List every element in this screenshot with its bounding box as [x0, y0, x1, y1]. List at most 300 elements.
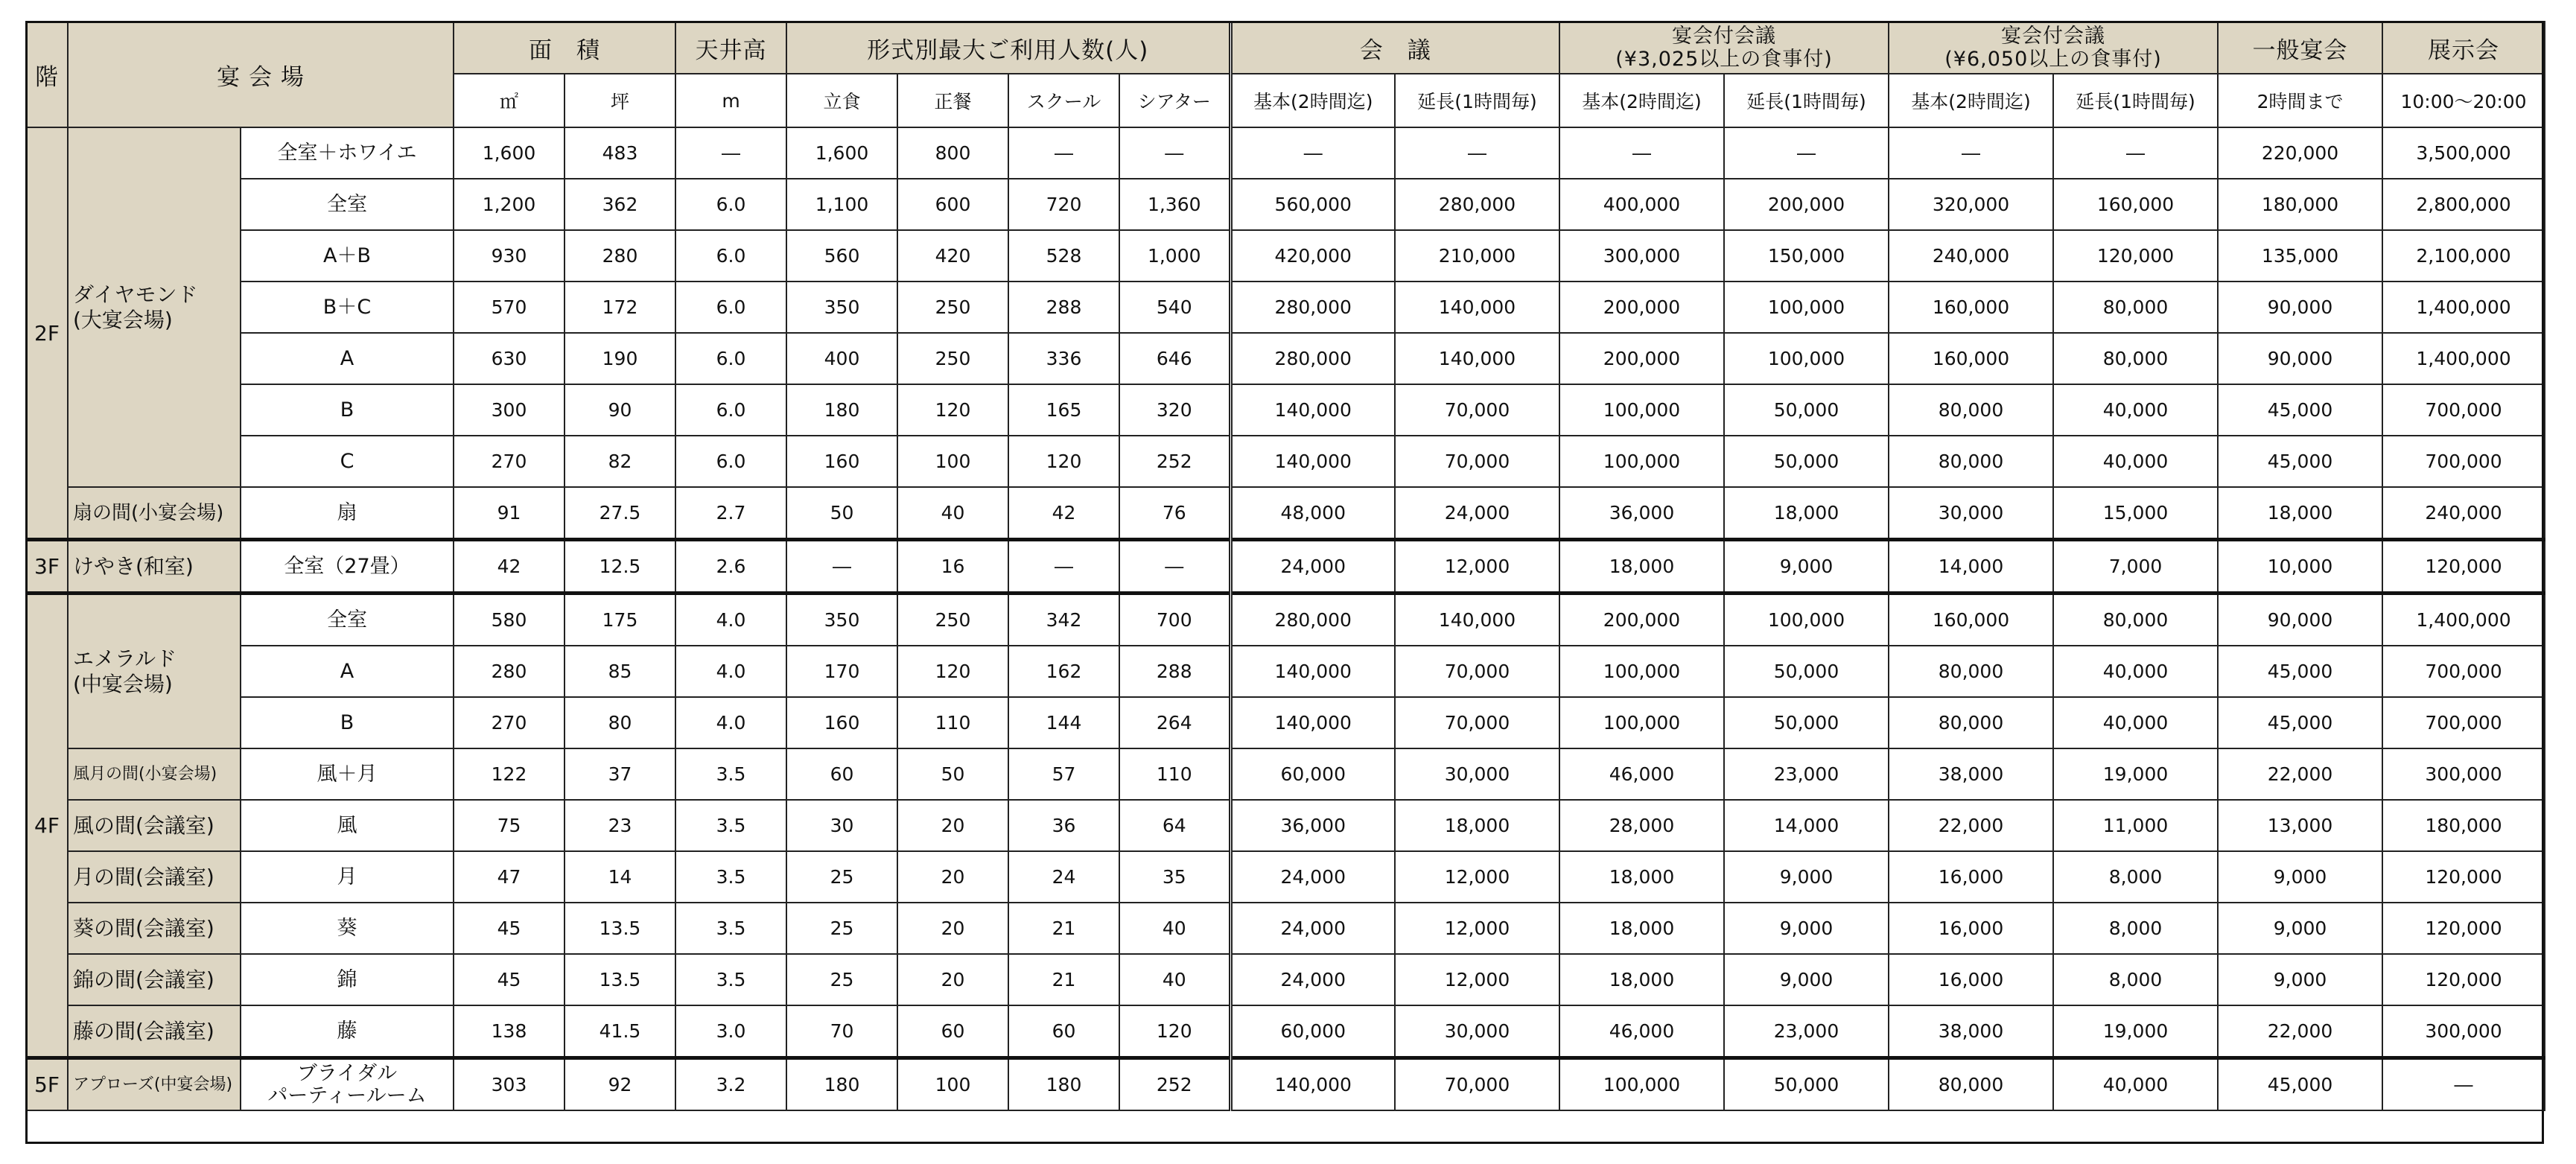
seated-cell: 250	[897, 282, 1008, 333]
banquet-b-base-cell: 320,000	[1889, 179, 2053, 230]
area-tsubo-cell: 175	[565, 594, 675, 646]
banquet-a-base-cell: 300,000	[1559, 230, 1724, 282]
school-cell: 42	[1008, 487, 1119, 540]
exhibition-cell: 700,000	[2382, 697, 2545, 748]
school-cell: 120	[1008, 436, 1119, 487]
table-row	[26, 748, 2545, 800]
banquet-a-ext-cell: ―	[1724, 127, 1889, 179]
table-row	[26, 646, 2545, 697]
banquet-a-ext-cell: 100,000	[1724, 282, 1889, 333]
exhibition-cell: ―	[2382, 1058, 2545, 1111]
banquet-b-base-cell: 80,000	[1889, 697, 2053, 748]
exhibition-cell: 2,100,000	[2382, 230, 2545, 282]
area-sqm-cell: 570	[454, 282, 565, 333]
school-cell: 36	[1008, 800, 1119, 851]
ceiling-cell: 2.7	[675, 487, 786, 540]
theater-cell: 264	[1119, 697, 1230, 748]
area-tsubo-cell: 80	[565, 697, 675, 748]
table-row	[26, 594, 2545, 646]
banquet-b-ext-cell: 80,000	[2053, 282, 2218, 333]
area-tsubo-cell: 85	[565, 646, 675, 697]
theater-cell: 646	[1119, 333, 1230, 384]
theater-cell: 1,360	[1119, 179, 1230, 230]
area-tsubo-cell: 12.5	[565, 540, 675, 594]
meeting-ext-header: 延長(1時間毎)	[1395, 74, 1559, 127]
seated-cell: 100	[897, 436, 1008, 487]
area-header: 面 積	[454, 22, 675, 74]
banquet-b-base-cell: 30,000	[1889, 487, 2053, 540]
banquet-a-ext-cell: 50,000	[1724, 697, 1889, 748]
table-row	[26, 282, 2545, 333]
banquet-b-base-cell: 80,000	[1889, 1058, 2053, 1111]
exhibition-cell: 300,000	[2382, 1005, 2545, 1058]
banquet-a-base-cell: 18,000	[1559, 903, 1724, 954]
ceiling-cell: 4.0	[675, 594, 786, 646]
standing-cell: 560	[786, 230, 897, 282]
room-cell: 扇	[241, 487, 454, 540]
theater-cell: 540	[1119, 282, 1230, 333]
seated-cell: 100	[897, 1058, 1008, 1111]
general-banquet-cell: 135,000	[2218, 230, 2382, 282]
banquet-b-ext-cell: 80,000	[2053, 594, 2218, 646]
banquet-b-ext-cell: 40,000	[2053, 697, 2218, 748]
meeting-ext-cell: 140,000	[1395, 594, 1559, 646]
banquet-meeting-a-header: 宴会付会議 (¥3,025以上の食事付)	[1559, 22, 1889, 74]
area-tsubo-cell: 23	[565, 800, 675, 851]
banquet-a-base-cell: 200,000	[1559, 594, 1724, 646]
general-banquet-cell: 22,000	[2218, 748, 2382, 800]
table-body	[26, 127, 2545, 1110]
meeting-base-cell: 140,000	[1230, 436, 1395, 487]
exhibition-cell: 120,000	[2382, 903, 2545, 954]
room-cell: 風	[241, 800, 454, 851]
exhibition-cell: 120,000	[2382, 851, 2545, 903]
meeting-base-cell: 60,000	[1230, 748, 1395, 800]
meeting-base-cell: 280,000	[1230, 333, 1395, 384]
banquet-b-base-header: 基本(2時間迄)	[1889, 74, 2053, 127]
ceiling-cell: 3.5	[675, 954, 786, 1005]
banquet-a-ext-cell: 9,000	[1724, 540, 1889, 594]
meeting-ext-cell: 18,000	[1395, 800, 1559, 851]
general-banquet-cell: 45,000	[2218, 1058, 2382, 1111]
seated-cell: 16	[897, 540, 1008, 594]
area-sqm-cell: 45	[454, 954, 565, 1005]
banquet-b-base-cell: 38,000	[1889, 748, 2053, 800]
standing-cell: 180	[786, 1058, 897, 1111]
banquet-a-ext-cell: 23,000	[1724, 748, 1889, 800]
seated-cell: 120	[897, 384, 1008, 436]
banquet-a-ext-cell: 14,000	[1724, 800, 1889, 851]
seated-cell: 600	[897, 179, 1008, 230]
school-cell: 162	[1008, 646, 1119, 697]
ceiling-cell: 2.6	[675, 540, 786, 594]
header-row	[26, 22, 2545, 74]
area-tsubo-cell: 13.5	[565, 954, 675, 1005]
table-row	[26, 800, 2545, 851]
meeting-ext-cell: 12,000	[1395, 540, 1559, 594]
meeting-base-cell: 48,000	[1230, 487, 1395, 540]
area-tsubo-cell: 27.5	[565, 487, 675, 540]
banquet-a-ext-cell: 50,000	[1724, 1058, 1889, 1111]
banquet-b-base-cell: 240,000	[1889, 230, 2053, 282]
room-cell: 藤	[241, 1005, 454, 1058]
room-cell: 全室（27畳）	[241, 540, 454, 594]
exhibition-cell: 700,000	[2382, 436, 2545, 487]
room-cell: A	[241, 333, 454, 384]
theater-cell: 76	[1119, 487, 1230, 540]
seated-cell: 110	[897, 697, 1008, 748]
area-sqm-cell: 280	[454, 646, 565, 697]
school-cell: 720	[1008, 179, 1119, 230]
seated-cell: 20	[897, 800, 1008, 851]
banquet-a-base-cell: 200,000	[1559, 333, 1724, 384]
school-cell: 21	[1008, 903, 1119, 954]
standing-cell: 160	[786, 436, 897, 487]
ceiling-cell: 3.5	[675, 800, 786, 851]
banquet-a-base-cell: 100,000	[1559, 1058, 1724, 1111]
banquet-b-ext-cell: 15,000	[2053, 487, 2218, 540]
area-sqm-cell: 45	[454, 903, 565, 954]
banquet-a-base-cell: 18,000	[1559, 851, 1724, 903]
meeting-base-header: 基本(2時間迄)	[1230, 74, 1395, 127]
banquet-a-base-cell: 18,000	[1559, 954, 1724, 1005]
room-cell: B	[241, 384, 454, 436]
theater-cell: 110	[1119, 748, 1230, 800]
general-banquet-cell: 9,000	[2218, 851, 2382, 903]
venue-fugetsu: 風月の間(小宴会場)	[68, 748, 241, 800]
area-tsubo-cell: 82	[565, 436, 675, 487]
exhibition-cell: 300,000	[2382, 748, 2545, 800]
meeting-ext-cell: 280,000	[1395, 179, 1559, 230]
banquet-a-ext-cell: 9,000	[1724, 954, 1889, 1005]
room-cell: A	[241, 646, 454, 697]
meeting-base-cell: 36,000	[1230, 800, 1395, 851]
seated-cell: 250	[897, 594, 1008, 646]
sqm-header: ㎡	[454, 74, 565, 127]
pricing-sheet	[25, 21, 2545, 1111]
banquet-a-ext-cell: 50,000	[1724, 646, 1889, 697]
exhibition-cell: 1,400,000	[2382, 333, 2545, 384]
meeting-base-cell: 280,000	[1230, 594, 1395, 646]
area-sqm-cell: 580	[454, 594, 565, 646]
seated-header: 正餐	[897, 74, 1008, 127]
banquet-b-ext-cell: 40,000	[2053, 384, 2218, 436]
venue-keyaki: けやき(和室)	[68, 540, 241, 594]
school-cell: 180	[1008, 1058, 1119, 1111]
area-tsubo-cell: 190	[565, 333, 675, 384]
venue-nishiki: 錦の間(会議室)	[68, 954, 241, 1005]
meeting-base-cell: 140,000	[1230, 697, 1395, 748]
theater-cell: 40	[1119, 903, 1230, 954]
ceiling-cell: 3.0	[675, 1005, 786, 1058]
room-cell: 全室	[241, 594, 454, 646]
banquet-a-ext-cell: 9,000	[1724, 903, 1889, 954]
seated-cell: 20	[897, 903, 1008, 954]
meeting-base-cell: ―	[1230, 127, 1395, 179]
table-row	[26, 1058, 2545, 1111]
banquet-b-ext-cell: 8,000	[2053, 903, 2218, 954]
seated-cell: 40	[897, 487, 1008, 540]
school-header: スクール	[1008, 74, 1119, 127]
school-cell: 24	[1008, 851, 1119, 903]
general-banquet-cell: 90,000	[2218, 282, 2382, 333]
general-banquet-header: 一般宴会	[2218, 22, 2382, 74]
banquet-b-ext-cell: 19,000	[2053, 748, 2218, 800]
meeting-base-cell: 24,000	[1230, 954, 1395, 1005]
theater-cell: 35	[1119, 851, 1230, 903]
venue-emerald: エメラルド (中宴会場)	[68, 594, 241, 749]
floor-2f: 2F	[26, 127, 68, 540]
banquet-a-ext-cell: 23,000	[1724, 1005, 1889, 1058]
banquet-b-ext-cell: 8,000	[2053, 954, 2218, 1005]
standing-cell: 350	[786, 594, 897, 646]
banquet-a-base-cell: 400,000	[1559, 179, 1724, 230]
banquet-b-base-cell: 80,000	[1889, 646, 2053, 697]
area-tsubo-cell: 14	[565, 851, 675, 903]
banquet-b-ext-header: 延長(1時間毎)	[2053, 74, 2218, 127]
banquet-a-base-cell: 200,000	[1559, 282, 1724, 333]
banquet-a-base-cell: 100,000	[1559, 697, 1724, 748]
banquet-a-ext-header: 延長(1時間毎)	[1724, 74, 1889, 127]
banquet-a-ext-cell: 9,000	[1724, 851, 1889, 903]
table-row	[26, 1005, 2545, 1058]
meeting-ext-cell: 140,000	[1395, 333, 1559, 384]
floor-3f: 3F	[26, 540, 68, 594]
banquet-a-base-cell: 18,000	[1559, 540, 1724, 594]
general-banquet-cell: 45,000	[2218, 384, 2382, 436]
ceiling-cell: 4.0	[675, 697, 786, 748]
banquet-a-base-cell: 36,000	[1559, 487, 1724, 540]
banquet-b-ext-cell: 7,000	[2053, 540, 2218, 594]
room-cell: B	[241, 697, 454, 748]
area-sqm-cell: 91	[454, 487, 565, 540]
banquet-b-base-cell: 160,000	[1889, 282, 2053, 333]
banquet-b-base-cell: 38,000	[1889, 1005, 2053, 1058]
banquet-b-ext-cell: 40,000	[2053, 436, 2218, 487]
area-sqm-cell: 270	[454, 436, 565, 487]
banquet-a-ext-cell: 200,000	[1724, 179, 1889, 230]
banquet-b-base-cell: 160,000	[1889, 333, 2053, 384]
room-cell: 錦	[241, 954, 454, 1005]
general-banquet-cell: 9,000	[2218, 954, 2382, 1005]
room-cell: A＋B	[241, 230, 454, 282]
banquet-b-base-cell: 80,000	[1889, 436, 2053, 487]
meeting-ext-cell: 12,000	[1395, 954, 1559, 1005]
venue-fuji: 藤の間(会議室)	[68, 1005, 241, 1058]
standing-header: 立食	[786, 74, 897, 127]
banquet-a-ext-cell: 50,000	[1724, 436, 1889, 487]
seated-cell: 250	[897, 333, 1008, 384]
theater-cell: ―	[1119, 127, 1230, 179]
standing-cell: 25	[786, 851, 897, 903]
banquet-a-base-cell: 100,000	[1559, 436, 1724, 487]
standing-cell: 25	[786, 903, 897, 954]
ceiling-header: 天井高	[675, 22, 786, 74]
banquet-a-base-cell: 28,000	[1559, 800, 1724, 851]
banquet-b-ext-cell: 120,000	[2053, 230, 2218, 282]
area-tsubo-cell: 92	[565, 1058, 675, 1111]
area-tsubo-cell: 483	[565, 127, 675, 179]
meeting-base-cell: 24,000	[1230, 903, 1395, 954]
standing-cell: 50	[786, 487, 897, 540]
area-sqm-cell: 630	[454, 333, 565, 384]
area-sqm-cell: 75	[454, 800, 565, 851]
banquet-b-base-cell: 160,000	[1889, 594, 2053, 646]
ceiling-cell: 6.0	[675, 384, 786, 436]
exhibition-cell: 700,000	[2382, 384, 2545, 436]
exhibition-cell: 3,500,000	[2382, 127, 2545, 179]
table-row	[26, 179, 2545, 230]
area-tsubo-cell: 37	[565, 748, 675, 800]
standing-cell: 180	[786, 384, 897, 436]
area-sqm-cell: 122	[454, 748, 565, 800]
room-cell: C	[241, 436, 454, 487]
banquet-a-base-header: 基本(2時間迄)	[1559, 74, 1724, 127]
general-banquet-cell: 45,000	[2218, 697, 2382, 748]
standing-cell: ―	[786, 540, 897, 594]
theater-header: シアター	[1119, 74, 1230, 127]
exhibition-cell: 120,000	[2382, 540, 2545, 594]
meeting-base-cell: 140,000	[1230, 1058, 1395, 1111]
general-time-header: 2時間まで	[2218, 74, 2382, 127]
ceiling-cell: 3.5	[675, 748, 786, 800]
room-cell: B＋C	[241, 282, 454, 333]
venue-ougi: 扇の間(小宴会場)	[68, 487, 241, 540]
theater-cell: 252	[1119, 436, 1230, 487]
meeting-ext-cell: 70,000	[1395, 384, 1559, 436]
capacity-header: 形式別最大ご利用人数(人)	[786, 22, 1230, 74]
table-row	[26, 903, 2545, 954]
meeting-ext-cell: 30,000	[1395, 748, 1559, 800]
general-banquet-cell: 13,000	[2218, 800, 2382, 851]
area-sqm-cell: 47	[454, 851, 565, 903]
general-banquet-cell: 22,000	[2218, 1005, 2382, 1058]
meeting-ext-cell: ―	[1395, 127, 1559, 179]
banquet-b-base-cell: ―	[1889, 127, 2053, 179]
theater-cell: 288	[1119, 646, 1230, 697]
theater-cell: 1,000	[1119, 230, 1230, 282]
seated-cell: 420	[897, 230, 1008, 282]
room-cell: 全室＋ホワイエ	[241, 127, 454, 179]
table-row	[26, 540, 2545, 594]
theater-cell: 252	[1119, 1058, 1230, 1111]
meeting-base-cell: 140,000	[1230, 646, 1395, 697]
area-sqm-cell: 930	[454, 230, 565, 282]
banquet-b-ext-cell: ―	[2053, 127, 2218, 179]
theater-cell: ―	[1119, 540, 1230, 594]
general-banquet-cell: 10,000	[2218, 540, 2382, 594]
theater-cell: 40	[1119, 954, 1230, 1005]
ceiling-cell: 3.2	[675, 1058, 786, 1111]
meeting-base-cell: 560,000	[1230, 179, 1395, 230]
meeting-base-cell: 24,000	[1230, 851, 1395, 903]
venue-tsuki: 月の間(会議室)	[68, 851, 241, 903]
standing-cell: 30	[786, 800, 897, 851]
general-banquet-cell: 45,000	[2218, 646, 2382, 697]
school-cell: 144	[1008, 697, 1119, 748]
exhibition-cell: 120,000	[2382, 954, 2545, 1005]
floor-header: 階	[26, 22, 68, 127]
meeting-base-cell: 60,000	[1230, 1005, 1395, 1058]
banquet-b-ext-cell: 19,000	[2053, 1005, 2218, 1058]
banquet-b-ext-cell: 11,000	[2053, 800, 2218, 851]
area-tsubo-cell: 362	[565, 179, 675, 230]
venue-diamond: ダイヤモンド (大宴会場)	[68, 127, 241, 487]
meeting-base-cell: 420,000	[1230, 230, 1395, 282]
venue-approach: アプローズ(中宴会場)	[68, 1058, 241, 1111]
meeting-ext-cell: 12,000	[1395, 851, 1559, 903]
ceiling-cell: 6.0	[675, 333, 786, 384]
area-tsubo-cell: 41.5	[565, 1005, 675, 1058]
venue-kaze: 風の間(会議室)	[68, 800, 241, 851]
banquet-b-base-cell: 16,000	[1889, 954, 2053, 1005]
banquet-a-ext-cell: 100,000	[1724, 333, 1889, 384]
standing-cell: 1,600	[786, 127, 897, 179]
ceiling-cell: 3.5	[675, 903, 786, 954]
ceiling-cell: 4.0	[675, 646, 786, 697]
venue-header: 宴 会 場	[68, 22, 454, 127]
area-tsubo-cell: 90	[565, 384, 675, 436]
exhibition-time-header: 10:00～20:00	[2382, 74, 2545, 127]
general-banquet-cell: 18,000	[2218, 487, 2382, 540]
meeting-ext-cell: 12,000	[1395, 903, 1559, 954]
school-cell: 342	[1008, 594, 1119, 646]
banquet-b-base-cell: 16,000	[1889, 851, 2053, 903]
table-row	[26, 230, 2545, 282]
meeting-base-cell: 280,000	[1230, 282, 1395, 333]
banquet-a-base-cell: ―	[1559, 127, 1724, 179]
banquet-a-base-cell: 46,000	[1559, 748, 1724, 800]
table-row	[26, 127, 2545, 179]
general-banquet-cell: 90,000	[2218, 333, 2382, 384]
ceiling-cell: 6.0	[675, 230, 786, 282]
banquet-b-base-cell: 80,000	[1889, 384, 2053, 436]
meeting-ext-cell: 70,000	[1395, 1058, 1559, 1111]
venue-pricing-table	[25, 21, 2545, 1111]
tsubo-header: 坪	[565, 74, 675, 127]
school-cell: ―	[1008, 540, 1119, 594]
exhibition-cell: 240,000	[2382, 487, 2545, 540]
seated-cell: 20	[897, 851, 1008, 903]
theater-cell: 120	[1119, 1005, 1230, 1058]
ceiling-cell: 6.0	[675, 179, 786, 230]
general-banquet-cell: 45,000	[2218, 436, 2382, 487]
area-tsubo-cell: 280	[565, 230, 675, 282]
theater-cell: 64	[1119, 800, 1230, 851]
seated-cell: 120	[897, 646, 1008, 697]
meeting-base-cell: 24,000	[1230, 540, 1395, 594]
banquet-b-ext-cell: 40,000	[2053, 1058, 2218, 1111]
ceiling-cell: 6.0	[675, 436, 786, 487]
area-sqm-cell: 1,600	[454, 127, 565, 179]
school-cell: 60	[1008, 1005, 1119, 1058]
banquet-b-ext-cell: 8,000	[2053, 851, 2218, 903]
meter-header: m	[675, 74, 786, 127]
standing-cell: 160	[786, 697, 897, 748]
banquet-a-base-cell: 100,000	[1559, 384, 1724, 436]
exhibition-cell: 1,400,000	[2382, 594, 2545, 646]
banquet-b-base-cell: 14,000	[1889, 540, 2053, 594]
banquet-a-ext-cell: 150,000	[1724, 230, 1889, 282]
area-sqm-cell: 1,200	[454, 179, 565, 230]
standing-cell: 25	[786, 954, 897, 1005]
standing-cell: 350	[786, 282, 897, 333]
area-sqm-cell: 42	[454, 540, 565, 594]
school-cell: ―	[1008, 127, 1119, 179]
area-sqm-cell: 300	[454, 384, 565, 436]
standing-cell: 1,100	[786, 179, 897, 230]
meeting-ext-cell: 140,000	[1395, 282, 1559, 333]
